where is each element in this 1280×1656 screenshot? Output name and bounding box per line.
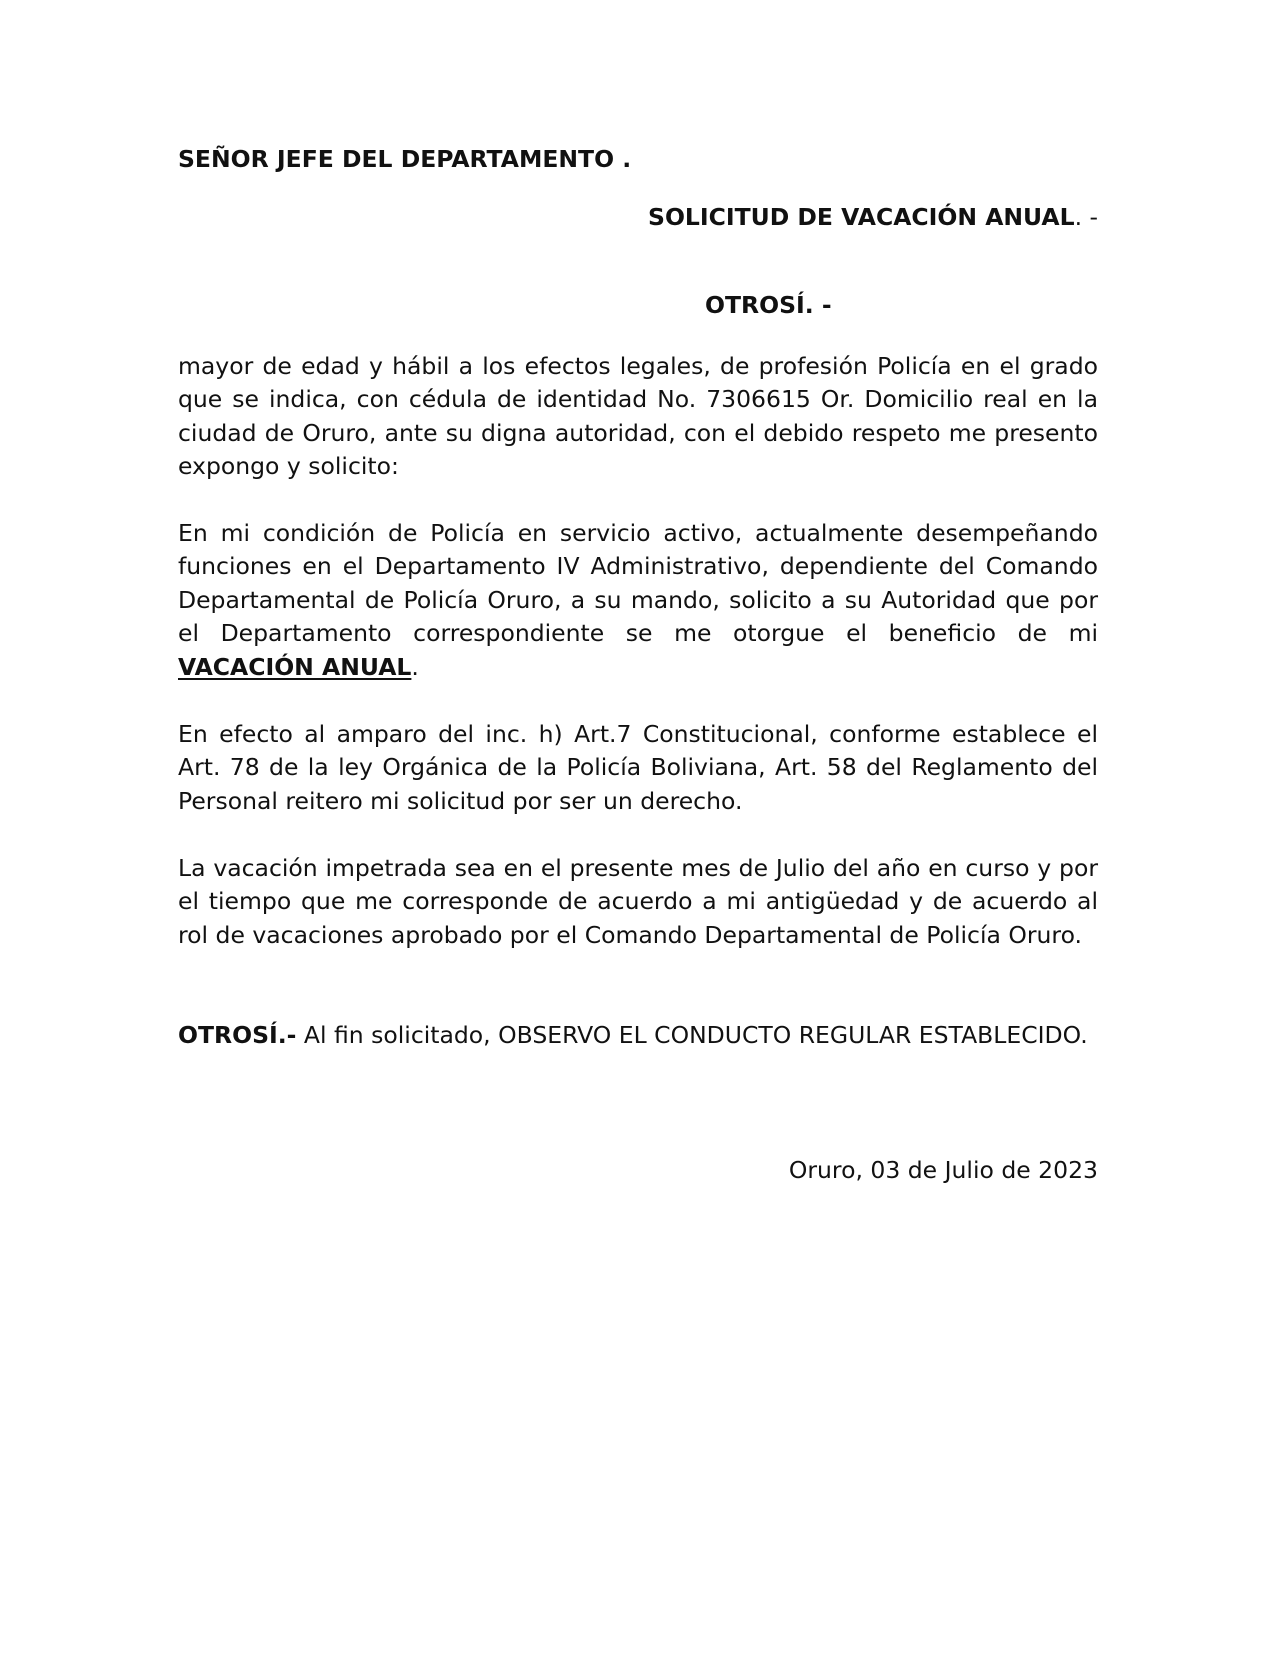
period-paragraph: La vacación impetrada sea en el presente mes de Julio del año en curso y por el tiempo que me corresponde de acuerdo a mi antigüedad y de acuerdo al rol de vacaciones aprobado por el Comando Departamental de Policía Oruro. [178, 854, 1098, 949]
otrosi-text: Al fin solicitado, OBSERVO EL CONDUCTO REGULAR ESTABLECIDO. [296, 1021, 1088, 1049]
subject-title: SOLICITUD DE VACACIÓN ANUAL [648, 203, 1075, 231]
addressee-heading: SEÑOR JEFE DEL DEPARTAMENTO . [178, 145, 632, 173]
request-paragraph-text: En mi condición de Policía en servicio activo, actualmente desempeñando funciones en el Departamento IV Administrativo, dependiente del Comando Departamental de Policía Oruro, a su mando, solicito a su Autoridad que por el Departamento correspondiente se me otorgue el beneficio de mi [178, 519, 1098, 648]
request-paragraph [178, 517, 1098, 684]
request-emphasis: VACACIÓN ANUAL [178, 652, 412, 681]
otrosi-paragraph [178, 1019, 1098, 1052]
otrosi-label: OTROSÍ.- [178, 1021, 297, 1049]
legal-basis-paragraph: En efecto al amparo del inc. h) Art.7 Constitucional, conforme establece el Art. 78 de la ley Orgánica de la Policía Boliviana, Art. 58 del Reglamento del Personal reitero mi solicitud por ser un derecho. [178, 720, 1098, 815]
date-line: Oruro, 03 de Julio de 2023 [788, 1156, 1098, 1184]
subject-suffix: . - [1074, 203, 1098, 231]
request-paragraph-end: . [411, 652, 419, 681]
subject-line [648, 203, 1098, 231]
intro-paragraph: mayor de edad y hábil a los efectos legales, de profesión Policía en el grado que se indica, con cédula de identidad No. 7306615 Or. Domicilio real en la ciudad de Oruro, ante su digna autoridad, con el debido respeto me presento expongo y solicito: [178, 352, 1098, 481]
otrosi-heading: OTROSÍ. - [705, 291, 832, 319]
